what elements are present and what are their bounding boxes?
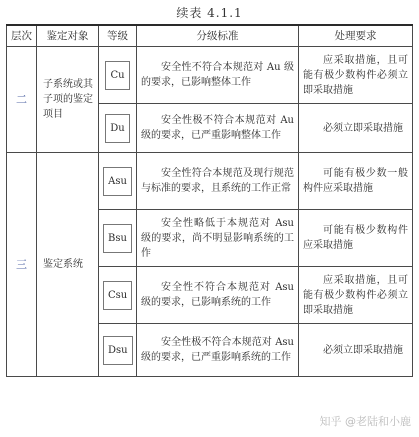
level-cell: 三 (7, 153, 37, 377)
standard-cell: 安全性极不符合本规范对 Asu 级的要求，已严重影响系统的工作 (137, 324, 299, 377)
table-row (7, 153, 413, 210)
grade-cell (99, 267, 137, 324)
appraisal-table (6, 24, 413, 377)
grade-label: Cu (105, 61, 129, 90)
requirement-cell: 必须立即采取措施 (299, 324, 413, 377)
header-grade: 等级 (99, 25, 137, 47)
header-standard: 分级标准 (137, 25, 299, 47)
grade-cell (99, 153, 137, 210)
grade-label: Du (105, 114, 129, 143)
requirement-cell: 可能有极少数一般构件应采取措施 (299, 153, 413, 210)
standard-cell: 安全性符合本规范及现行规范与标准的要求，且系统的工作正常 (137, 153, 299, 210)
grade-cell (99, 324, 137, 377)
standard-cell: 安全性不符合本规范对 Au 级的要求，已影响整体工作 (137, 47, 299, 104)
header-row (7, 25, 413, 47)
grade-cell (99, 47, 137, 104)
requirement-cell: 应采取措施，且可能有极少数构件必须立即采取措施 (299, 267, 413, 324)
grade-cell (99, 104, 137, 153)
standard-cell: 安全性略低于本规范对 Asu 级的要求，尚不明显影响系统的工作 (137, 210, 299, 267)
level-cell: 二 (7, 47, 37, 153)
grade-cell (99, 210, 137, 267)
grade-label: Asu (103, 167, 132, 196)
grade-label: Bsu (103, 224, 132, 253)
grade-label: Csu (103, 281, 132, 310)
grade-label: Dsu (103, 336, 133, 365)
requirement-cell: 可能有极少数构件应采取措施 (299, 210, 413, 267)
header-requirement: 处理要求 (299, 25, 413, 47)
table-caption: 续表 4.1.1 (176, 6, 243, 20)
object-cell: 鉴定系统 (37, 153, 99, 377)
requirement-cell: 应采取措施，且可能有极少数构件必须立即采取措施 (299, 47, 413, 104)
header-object: 鉴定对象 (37, 25, 99, 47)
standard-cell: 安全性极不符合本规范对 Au 级的要求，已严重影响整体工作 (137, 104, 299, 153)
table-row (7, 47, 413, 104)
requirement-cell: 必须立即采取措施 (299, 104, 413, 153)
object-cell: 子系统或其子项的鉴定项目 (37, 47, 99, 153)
watermark: 知乎 @老陆和小鹿 (319, 415, 411, 428)
standard-cell: 安全性不符合本规范对 Asu 级的要求，已影响系统的工作 (137, 267, 299, 324)
header-level: 层次 (7, 25, 37, 47)
